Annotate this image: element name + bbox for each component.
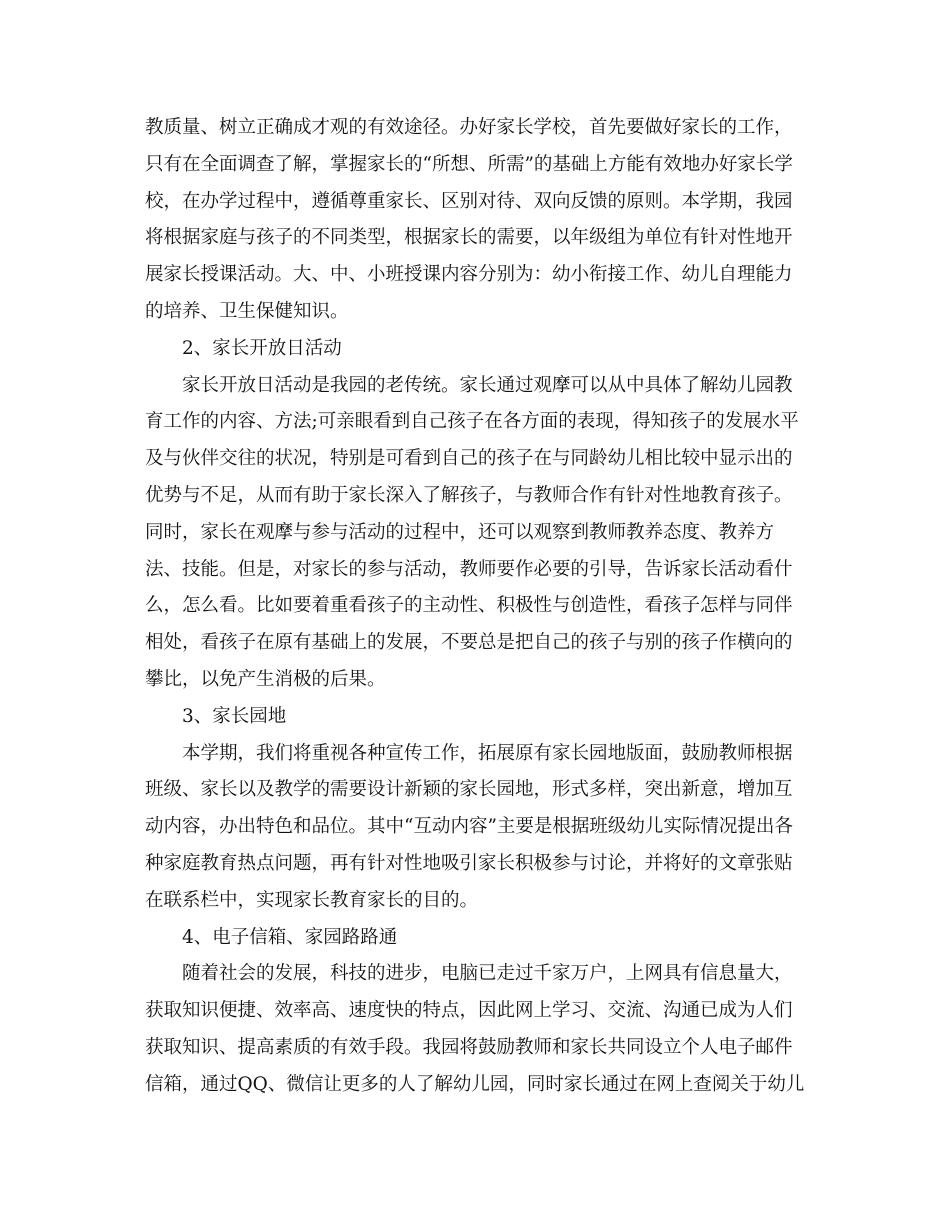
paragraph xyxy=(145,368,810,699)
text-line: 本学期，我们将重视各种宣传工作，拓展原有家长园地版面，鼓励教师根据 xyxy=(182,742,793,764)
text-line: 种家庭教育热点问题，再有针对性地吸引家长积极参与讨论，并将好的文章张贴 xyxy=(145,852,793,874)
text-line: 展家长授课活动。大、中、小班授课内容分别为：幼小衔接工作、幼儿自理能力 xyxy=(145,264,793,286)
paragraph xyxy=(145,956,810,1103)
section-heading xyxy=(145,331,810,368)
paragraph xyxy=(145,736,810,920)
text-line: 信箱，通过QQ、微信让更多的人了解幼儿园，同时家长通过在网上查阅关于幼儿 xyxy=(145,1073,805,1095)
text-line: 法、技能。但是，对家长的参与活动，教师要作必要的引导，告诉家长活动看什 xyxy=(145,558,793,580)
text-line: 随着社会的发展，科技的进步，电脑已走过千家万户，上网具有信息量大， xyxy=(182,963,793,985)
text-line: 育工作的内容、方法;可亲眼看到自己孩子在各方面的表现，得知孩子的发展水平 xyxy=(145,411,799,433)
text-line: 及与伙伴交往的状况，特别是可看到自己的孩子在与同龄幼儿相比较中显示出的 xyxy=(145,448,793,470)
text-line: 只有在全面调查了解，掌握家长的“所想、所需”的基础上方能有效地办好家长学 xyxy=(145,153,793,175)
text-line: 的培养、卫生保健知识。 xyxy=(145,300,349,322)
paragraph xyxy=(145,110,810,331)
text-line: 么，怎么看。比如要着重看孩子的主动性、积极性与创造性，看孩子怎样与同伴 xyxy=(145,595,793,617)
heading-text: 2、家长开放日活动 xyxy=(182,337,342,359)
text-line: 同时，家长在观摩与参与活动的过程中，还可以观察到教师教养态度、教养方 xyxy=(145,521,775,543)
text-line: 在联系栏中，实现家长教育家长的目的。 xyxy=(145,889,479,911)
text-line: 家长开放日活动是我园的老传统。家长通过观摩可以从中具体了解幼儿园教 xyxy=(182,374,793,396)
text-line: 获取知识便捷、效率高、速度快的特点，因此网上学习、交流、沟通已成为人们 xyxy=(145,1000,793,1022)
text-line: 校，在办学过程中，遵循尊重家长、区别对待、双向反馈的原则。本学期，我园 xyxy=(145,190,793,212)
document-body xyxy=(145,110,810,1104)
section-heading xyxy=(145,920,810,957)
heading-text: 3、家长园地 xyxy=(182,705,287,727)
text-line: 优势与不足，从而有助于家长深入了解孩子，与教师合作有针对性地教育孩子。 xyxy=(145,484,793,506)
document-page xyxy=(145,110,810,1104)
text-line: 班级、家长以及教学的需要设计新颖的家长园地，形式多样，突出新意，增加互 xyxy=(145,779,793,801)
text-line: 获取知识、提高素质的有效手段。我园将鼓励教师和家长共同设立个人电子邮件 xyxy=(145,1036,793,1058)
heading-text: 4、电子信箱、家园路路通 xyxy=(182,926,398,948)
section-heading xyxy=(145,699,810,736)
text-line: 动内容，办出特色和品位。其中“互动内容”主要是根据班级幼儿实际情况提出各 xyxy=(145,816,793,838)
text-line: 教质量、树立正确成才观的有效途径。办好家长学校，首先要做好家长的工作， xyxy=(145,117,793,138)
text-line: 相处，看孩子在原有基础上的发展，不要总是把自己的孩子与别的孩子作横向的 xyxy=(145,632,793,654)
text-line: 将根据家庭与孩子的不同类型，根据家长的需要，以年级组为单位有针对性地开 xyxy=(145,227,793,249)
text-line: 攀比，以免产生消极的后果。 xyxy=(145,668,386,690)
